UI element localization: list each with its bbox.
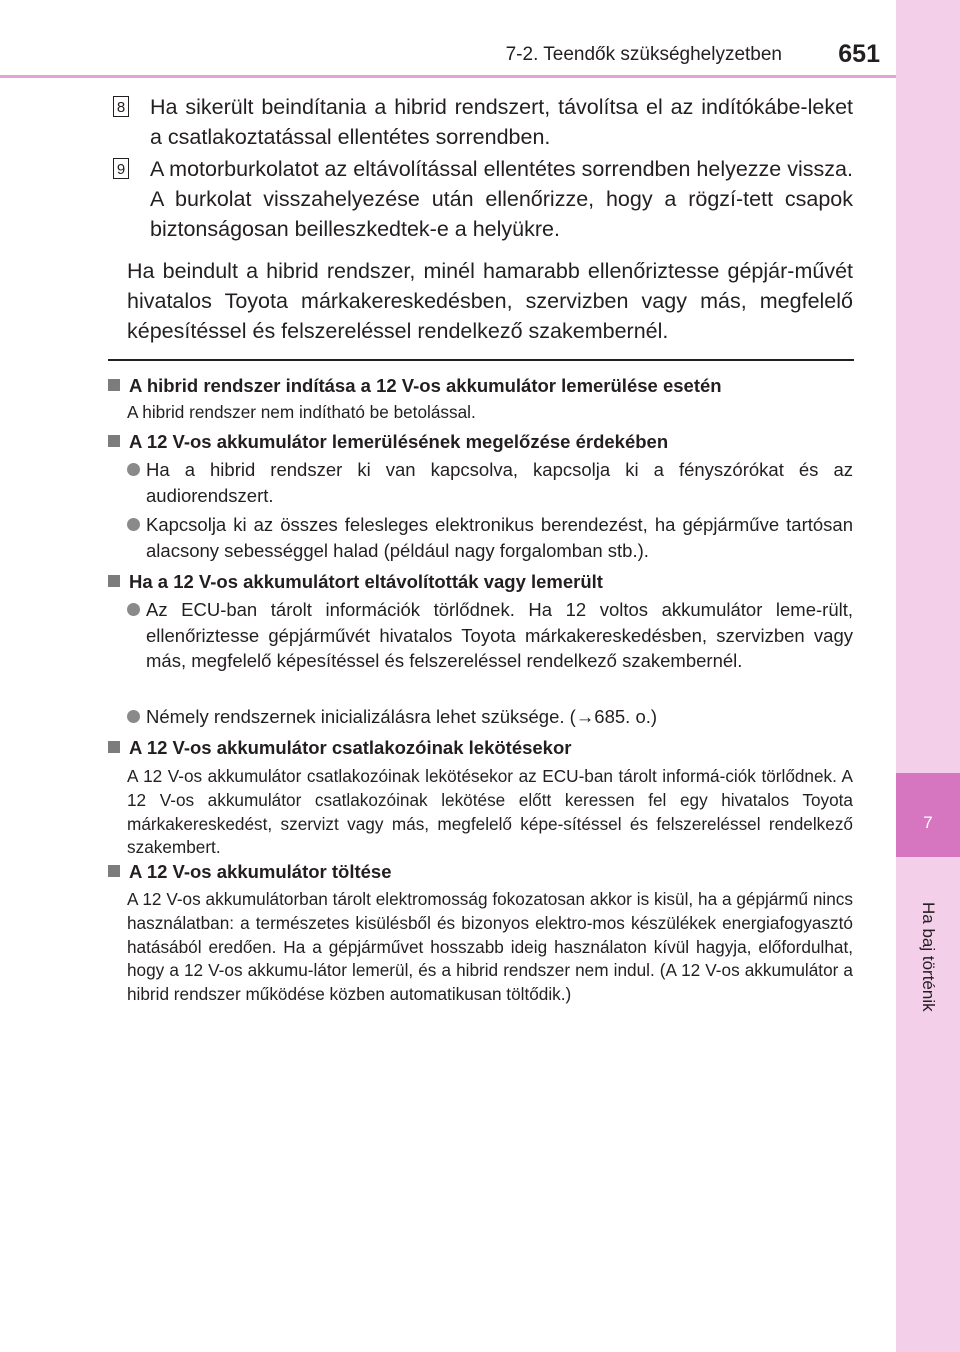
closing-paragraph: Ha beindult a hibrid rendszer, minél hamarabb ellenőriztesse gépjár-művét hivatalos Toyota márkakereskedésben, szervizben vagy más, megfelelő képesítéssel és felszereléssel rendelkező szakembernél. [127, 259, 853, 343]
note-heading-text: A 12 V-os akkumulátor lemerülésének megelőzése érdekében [129, 431, 669, 452]
note-heading [108, 429, 854, 455]
list-item-text: Ha a hibrid rendszer ki van kapcsolva, kapcsolja ki a fényszórókat és az audiorendszert. [146, 459, 853, 506]
note-heading-text: A 12 V-os akkumulátor töltése [129, 861, 392, 882]
section-title: 7-2. Teendők szükséghelyzetben [505, 44, 782, 65]
list-item [127, 704, 853, 730]
side-tab-strip [896, 0, 960, 1352]
round-bullet-icon [127, 463, 140, 476]
page-number: 651 [838, 40, 880, 68]
chapter-tab [896, 773, 960, 857]
list-item [127, 597, 853, 674]
note-heading-text: Ha a 12 V-os akkumulátort eltávolították vagy lemerült [129, 571, 603, 592]
chapter-title: Ha baj történik [919, 902, 938, 1012]
note-body: A 12 V-os akkumulátor csatlakozóinak lekötésekor az ECU-ban tárolt informá-ciók törlődnek. A 12 V-os akkumulátor csatlakozóinak lekötése előtt keressen fel egy hivatalos Toyota márkakereskedést, szervizt vagy más, megfelelő képe-sítéssel és felszereléssel rendelkező szakembert. [127, 766, 853, 858]
note-heading [108, 373, 854, 399]
note-heading-text: A hibrid rendszer indítása a 12 V-os akkumulátor lemerülése esetén [129, 375, 722, 396]
step-number-badge: 8 [113, 96, 129, 117]
step-text: Ha sikerült beindítania a hibrid rendszert, távolítsa el az indítókábe-leket a csatlakoztatással ellentétes sorrendben. [150, 95, 853, 149]
step-text: A motorburkolatot az eltávolítással ellentétes sorrendben helyezze vissza. A burkolat visszahelyezése után ellenőrizze, hogy a rögzí-tett csapok biztonságosan beilleszkedtek-e a helyükre. [150, 157, 853, 241]
section-divider [108, 359, 854, 361]
round-bullet-icon [127, 603, 140, 616]
chapter-number: 7 [923, 813, 933, 832]
square-bullet-icon [108, 741, 120, 753]
list-item-text: Némely rendszernek inicializálásra lehet szüksége. (→685. o.) [146, 706, 658, 727]
list-item [127, 457, 853, 508]
note-heading [108, 735, 854, 761]
step-number-badge: 9 [113, 158, 129, 179]
note-heading [108, 569, 854, 595]
list-item [127, 512, 853, 563]
note-body: A 12 V-os akkumulátorban tárolt elektromosság fokozatosan akkor is kisül, ha a gépjármű nincs használatban: a természetes kisülésből és bizonyos elektro-mos készülékek energiafogyasztó hatásából eredően. Ha a gépjárművet hosszabb ideig használaton kívül hagyja, előfordulhat, hogy a 12 V-os akkumu-látor lemerül, és a hibrid rendszer nem indul. (A 12 V-os akkumulátor a hibrid rendszer működése közben automatikusan töltődik.) [127, 889, 853, 1005]
list-item-text: Az ECU-ban tárolt információk törlődnek. Ha 12 voltos akkumulátor leme-rült, ellenőriztesse gépjárművét hivatalos Toyota márkakereskedésben, szervizben vagy más, megfelelő képesítéssel és felszereléssel rendelkező szakembernél. [146, 599, 853, 671]
round-bullet-icon [127, 710, 140, 723]
square-bullet-icon [108, 435, 120, 447]
square-bullet-icon [108, 865, 120, 877]
note-heading-text: A 12 V-os akkumulátor csatlakozóinak lekötésekor [129, 737, 572, 758]
note-heading [108, 859, 854, 885]
note-body: A hibrid rendszer nem indítható be betolással. [127, 402, 476, 422]
round-bullet-icon [127, 518, 140, 531]
square-bullet-icon [108, 575, 120, 587]
header-divider [0, 75, 896, 78]
square-bullet-icon [108, 379, 120, 391]
list-item-text: Kapcsolja ki az összes felesleges elektronikus berendezést, ha gépjárműve tartósan alacsony sebességgel halad (például nagy forgalomban stb.). [146, 514, 853, 561]
